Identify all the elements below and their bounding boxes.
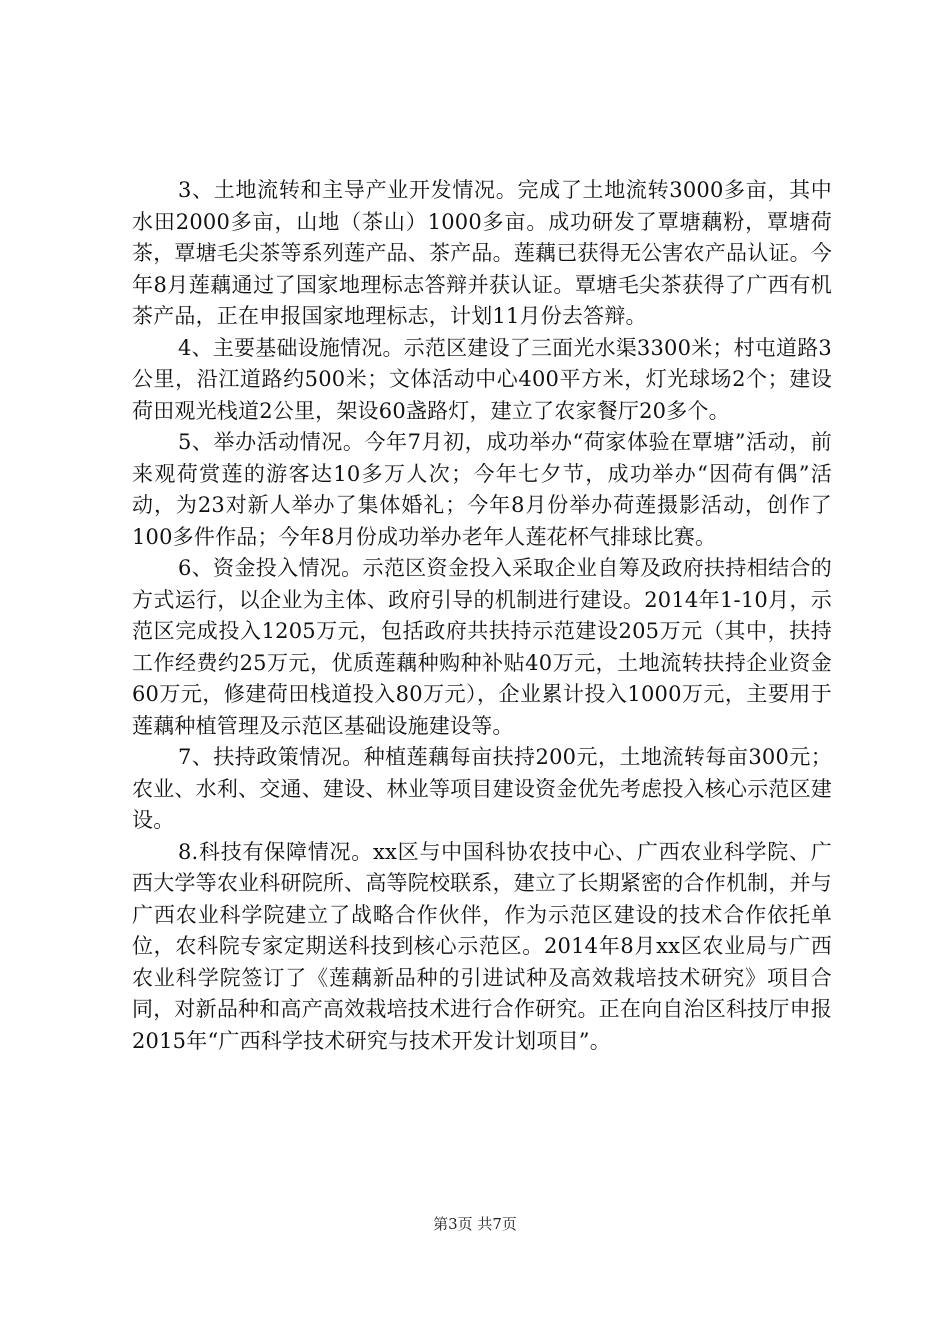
document-body [132,175,832,1057]
page-number-footer: 第3页 共7页 [433,1215,517,1233]
paragraph-land-transfer: 3、土地流转和主导产业开发情况。完成了土地流转3000多亩，其中水田2000多亩，山地（茶山）1000多亩。成功研发了覃塘藕粉，覃塘荷茶，覃塘毛尖茶等系列莲产品、茶产品。莲藕已获得无公害农产品认证。今年8月莲藕通过了国家地理标志答辩并获认证。覃塘毛尖茶获得了广西有机茶产品，正在申报国家地理标志，计划11月份去答辩。 [132,178,832,328]
paragraph-infrastructure: 4、主要基础设施情况。示范区建设了三面光水渠3300米；村屯道路3公里，沿江道路约500米；文体活动中心400平方米，灯光球场2个；建设荷田观光栈道2公里，架设60盏路灯，建立了农家餐厅20多个。 [132,335,832,423]
paragraph-technology: 8.科技有保障情况。xx区与中国科协农技中心、广西农业科学院、广西大学等农业科研院所、高等院校联系，建立了长期紧密的合作机制，并与广西农业科学院建立了战略合作伙伴，作为示范区建设的技术合作依托单位，农科院专家定期送科技到核心示范区。2014年8月xx区农业局与广西农业科学院签订了《莲藕新品种的引进试种及高效栽培技术研究》项目合同，对新品种和高产高效栽培技术进行合作研究。正在向自治区科技厅申报2015年“广西科学技术研究与技术开发计划项目”。 [132,839,832,1053]
paragraph-support-policy: 7、扶持政策情况。种植莲藕每亩扶持200元，土地流转每亩300元；农业、水利、交通、建设、林业等项目建设资金优先考虑投入核心示范区建设。 [132,745,832,832]
paragraph-activities: 5、举办活动情况。今年7月初，成功举办“荷家体验在覃塘”活动，前来观荷赏莲的游客达10多万人次；今年七夕节，成功举办“因荷有偶”活动，为23对新人举办了集体婚礼；今年8月份举办荷莲摄影活动，创作了100多件作品；今年8月份成功举办老年人莲花杯气排球比赛。 [132,430,832,549]
paragraph-funding: 6、资金投入情况。示范区资金投入采取企业自筹及政府扶持相结合的方式运行，以企业为主体、政府引导的机制进行建设。2014年1-10月，示范区完成投入1205万元，包括政府共扶持示范建设205万元（其中，扶持工作经费约25万元，优质莲藕种购种补贴40万元，土地流转扶持企业资金60万元，修建荷田栈道投入80万元），企业累计投入1000万元，主要用于莲藕种植管理及示范区基础设施建设等。 [132,556,832,738]
